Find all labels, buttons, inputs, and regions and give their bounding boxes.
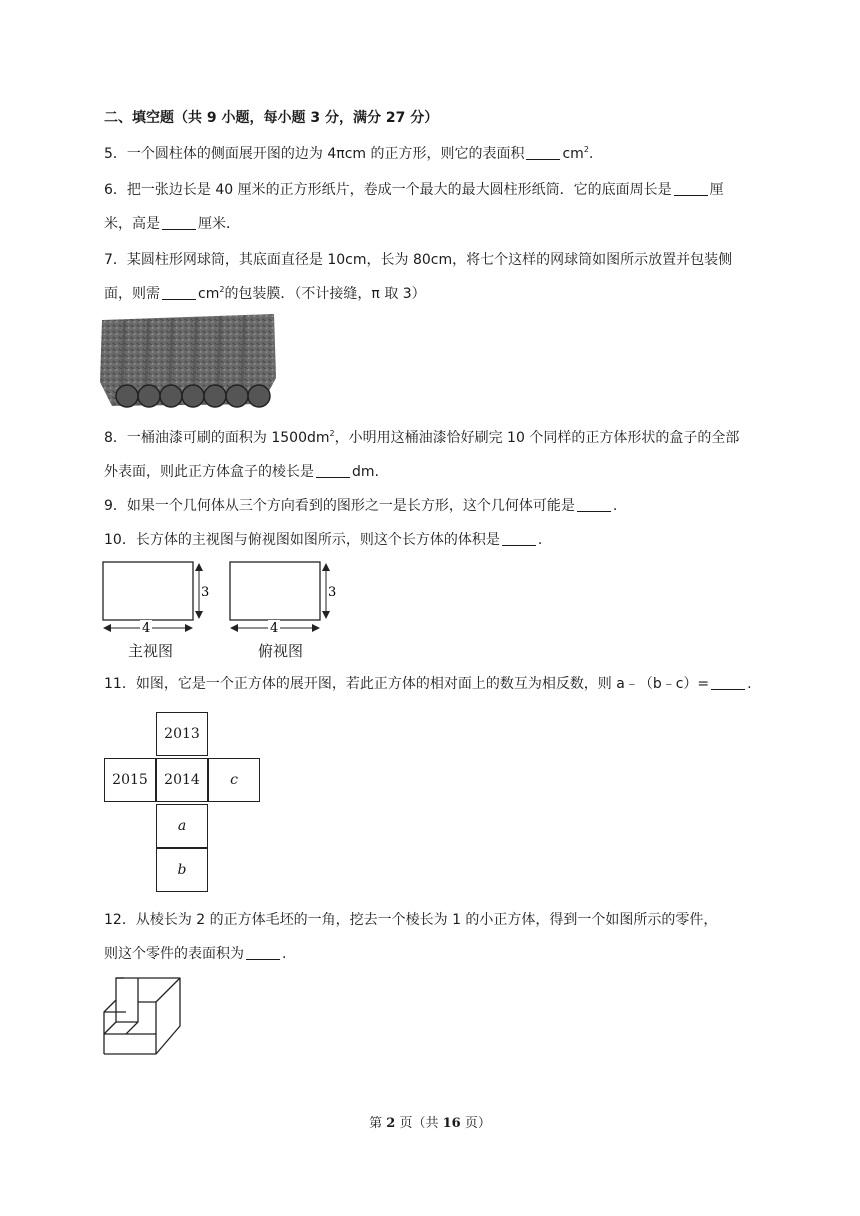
tennis-tubes-figure: [100, 312, 278, 412]
net-face-top: 2013: [156, 712, 208, 756]
top-height-label: 3: [328, 585, 337, 600]
tube-end: [248, 385, 270, 407]
q6-text-1: 6．把一张边长是 40 厘米的正方形纸片，卷成一个最大的最大圆柱形纸筒．它的底面周长是: [104, 182, 672, 198]
page-footer: [0, 1112, 860, 1131]
answer-blank: [577, 497, 611, 512]
q7-unit: cm: [198, 286, 220, 302]
q7-unit-sup: 2: [219, 285, 225, 294]
net-face-right: c: [208, 758, 260, 802]
q12-text: 则这个零件的表面积为: [104, 946, 244, 962]
tube-end: [182, 385, 204, 407]
question-10: [104, 530, 542, 550]
q7-text-2: 的包装膜．（不计接缝，π 取 3）: [224, 286, 426, 302]
q9-text: 9．如果一个几何体从三个方向看到的图形之一是长方形，这个几何体可能是: [104, 498, 575, 514]
q10-text: 10．长方体的主视图与俯视图如图所示，则这个长方体的体积是: [104, 532, 500, 548]
question-12-line-2: [104, 944, 286, 964]
question-12-line-1: 12．从棱长为 2 的正方体毛坯的一角，挖去一个棱长为 1 的小正方体，得到一个如图所示的零件，: [104, 912, 718, 928]
tube-end: [138, 385, 160, 407]
front-view: [103, 562, 209, 636]
footer-text-1: 第: [369, 1116, 387, 1131]
answer-blank: [162, 215, 196, 230]
front-width-label: 4: [142, 621, 151, 636]
answer-blank: [526, 145, 560, 160]
question-7-line-1: 7．某圆柱形网球筒，其底面直径是 10cm，长为 80cm，将七个这样的网球筒如图所示放置并包装侧: [104, 252, 733, 268]
tube-end: [160, 385, 182, 407]
front-view-rect: [103, 562, 193, 620]
tube-end: [204, 385, 226, 407]
question-6-line-1: [104, 180, 724, 200]
answer-blank: [674, 181, 708, 196]
q11-text: 11．如图，它是一个正方体的展开图，若此正方体的相对面上的数互为相反数，则 a﹣（b﹣c）=: [104, 676, 710, 692]
q6-text-3: 米，高是: [104, 216, 160, 232]
cube-net: [104, 712, 264, 894]
question-11: [104, 674, 752, 694]
top-view: [230, 562, 336, 636]
net-face-center: 2014: [156, 758, 208, 802]
question-5: [104, 144, 593, 164]
q8-text-1: 8．一桶油漆可刷的面积为 1500dm: [104, 430, 330, 446]
net-face-b: b: [156, 848, 208, 892]
net-face-a: a: [156, 804, 208, 848]
answer-blank: [711, 675, 745, 690]
top-view-caption: 俯视图: [258, 642, 304, 660]
q8-unit-sup: 2: [329, 429, 335, 438]
answer-blank: [316, 463, 350, 478]
section-title: 二、填空题（共 9 小题，每小题 3 分，满分 27 分）: [104, 110, 439, 126]
q12-end: .: [282, 946, 287, 962]
tube-end: [116, 385, 138, 407]
top-view-rect: [230, 562, 320, 620]
q7-text-1: 面，则需: [104, 286, 160, 302]
front-height-label: 3: [201, 585, 210, 600]
answer-blank: [502, 531, 536, 546]
net-face-left: 2015: [104, 758, 156, 802]
question-8-line-2: [104, 462, 379, 482]
question-9: [104, 496, 617, 516]
q6-text-2: 厘: [709, 182, 724, 198]
q6-text-4: 厘米．: [198, 216, 240, 232]
footer-total-pages: 16: [442, 1116, 461, 1131]
q5-unit-sup: 2: [583, 145, 589, 154]
q5-end: .: [588, 146, 594, 162]
q9-end: .: [612, 498, 618, 514]
footer-page-number: 2: [386, 1116, 396, 1131]
views-figure: [100, 558, 340, 638]
top-width-label: 4: [270, 621, 279, 636]
cube-part-figure: [100, 974, 186, 1058]
tube-end: [226, 385, 248, 407]
question-7-line-2: [104, 284, 426, 304]
q8-unit: dm.: [352, 464, 379, 480]
q8-text-2: ，小明用这桶油漆恰好刷完 10 个同样的正方体形状的盒子的全部: [334, 430, 740, 446]
answer-blank: [246, 945, 280, 960]
question-8-line-1: [104, 428, 739, 448]
q5-text: 5．一个圆柱体的侧面展开图的边为 4πcm 的正方形，则它的表面积: [104, 146, 525, 162]
q8-text-3: 外表面，则此正方体盒子的棱长是: [104, 464, 314, 480]
q5-unit: cm: [562, 146, 584, 162]
q11-end: .: [747, 676, 752, 692]
footer-text-3: 页）: [460, 1116, 491, 1131]
q10-end: .: [537, 532, 543, 548]
answer-blank: [162, 285, 196, 300]
footer-text-2: 页（共: [395, 1116, 443, 1131]
front-view-caption: 主视图: [128, 642, 174, 660]
question-6-line-2: [104, 214, 240, 234]
